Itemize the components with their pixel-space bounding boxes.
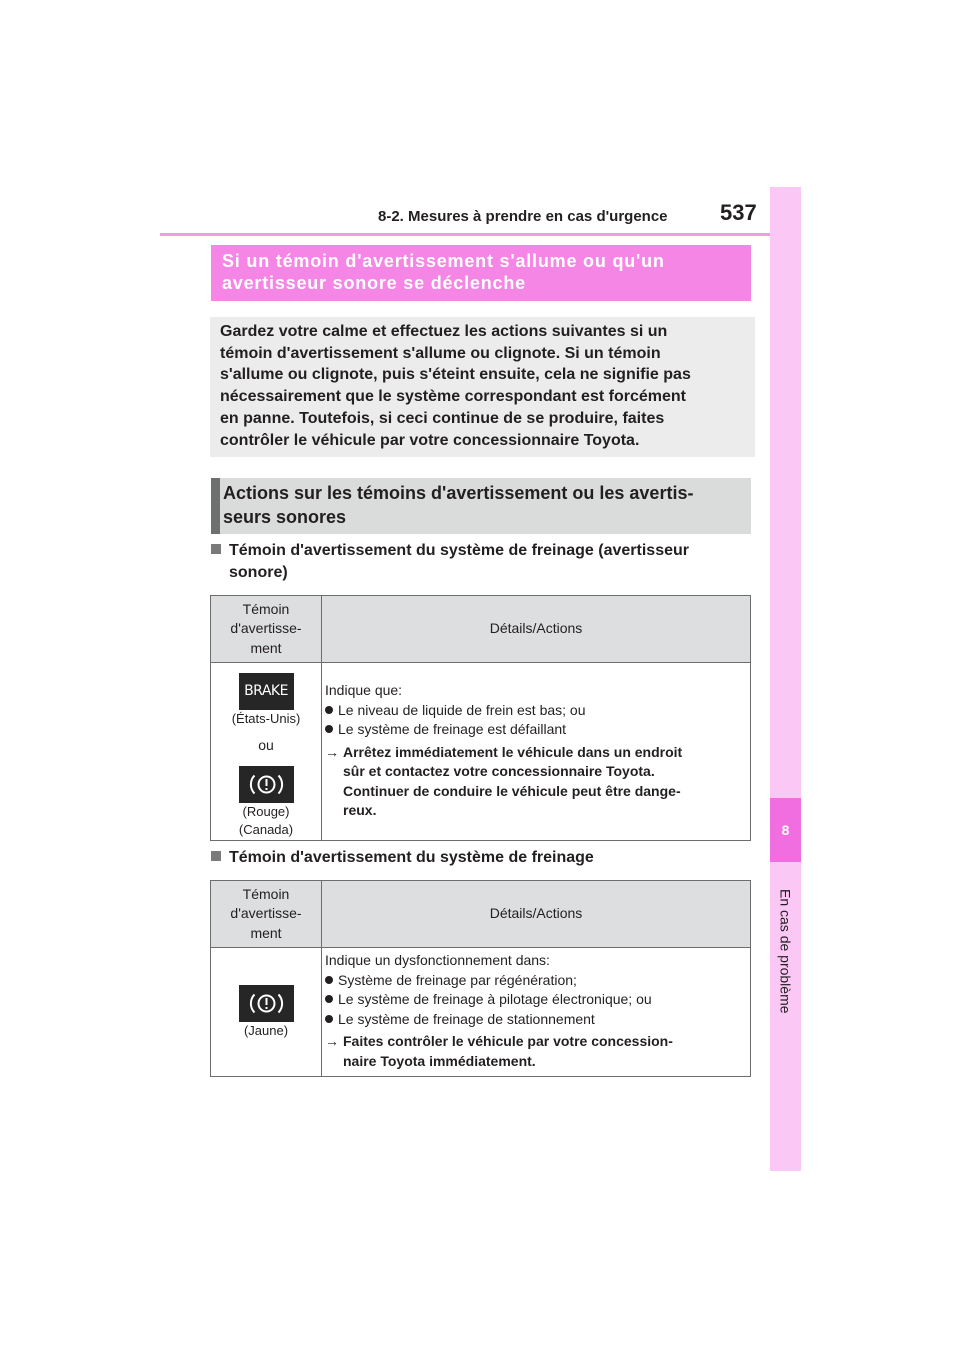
chapter-label-text: En cas de problème	[777, 888, 794, 1014]
brake-warning-circle-icon	[239, 985, 294, 1022]
details-cell	[322, 663, 751, 841]
warning-table-brake	[210, 880, 751, 1077]
arrow-icon: →	[325, 1033, 339, 1049]
details-bullet: Le système de freinage de stationnement	[325, 1010, 744, 1030]
table-header-row	[211, 881, 751, 948]
icon-caption: (Rouge)	[242, 804, 290, 819]
intro-line: en panne. Toutefois, si ceci continue de se produire, faites	[220, 409, 665, 427]
icon-caption: (États-Unis)	[231, 711, 301, 726]
table-row	[211, 948, 751, 1077]
section-banner	[211, 245, 751, 301]
table-header-indicator: Témoin d'avertisse- ment	[211, 596, 322, 663]
intro-line: témoin d'avertissement s'allume ou clignote. Si un témoin	[220, 344, 661, 362]
arrow-icon: →	[325, 743, 339, 760]
intro-line: contrôler le véhicule par votre concessionnaire Toyota.	[220, 431, 640, 449]
action-text: → Arrêtez immédiatement le véhicule dans un endroit sûr et contactez votre concessionnaire Toyota. Continuer de conduire le véhicule peut être dange- reux.	[325, 743, 683, 818]
section-banner-line-2: avertisseur sonore se déclenche	[222, 273, 526, 293]
details-intro: Indique un dysfonctionnement dans:	[325, 952, 550, 968]
sub-heading-line-1: Actions sur les témoins d'avertissement ou les avertis-	[223, 483, 694, 503]
intro-line: s'allume ou clignote, puis s'éteint ensuite, cela ne signifie pas	[220, 366, 691, 384]
details-cell	[322, 948, 751, 1077]
intro-line: Gardez votre calme et effectuez les actions suivantes si un	[220, 323, 668, 340]
details-bullet: Le niveau de liquide de frein est bas; ou	[325, 701, 744, 721]
or-text: ou	[258, 737, 274, 753]
icon-caption: (Jaune)	[243, 1022, 289, 1038]
page-number: 537	[720, 200, 757, 225]
details-bullet: Système de freinage par régénération;	[325, 971, 744, 991]
warning-table-brake-audible	[210, 595, 751, 841]
item-heading-brake-audible: Témoin d'avertissement du système de freinage (avertisseur sonore)	[211, 540, 689, 584]
indicator-cell	[211, 663, 322, 841]
sub-heading	[211, 478, 751, 534]
item-heading-brake: Témoin d'avertissement du système de freinage	[211, 847, 594, 869]
details-bullet: Le système de freinage à pilotage électronique; ou	[325, 990, 744, 1010]
chapter-number-tab: 8	[770, 798, 801, 862]
icon-caption: (Canada)	[238, 822, 294, 837]
chapter-section-title: 8-2. Mesures à prendre en cas d'urgence	[378, 208, 668, 225]
details-bullet: Le système de freinage est défaillant	[325, 720, 744, 740]
header-divider	[160, 233, 770, 236]
square-bullet-icon	[211, 544, 221, 554]
table-header-row	[211, 596, 751, 663]
brake-text-lamp-icon: BRAKE	[239, 673, 294, 710]
intro-line: nécessairement que le système correspondant est forcément	[220, 388, 686, 406]
brake-warning-circle-icon	[239, 766, 294, 803]
action-text: → Faites contrôler le véhicule par votre concession- naire Toyota immédiatement.	[325, 1033, 673, 1069]
table-header-indicator: Témoin d'avertisse- ment	[211, 881, 322, 948]
chapter-label	[770, 866, 801, 1036]
intro-box	[210, 317, 755, 457]
square-bullet-icon	[211, 851, 221, 861]
table-row	[211, 663, 751, 841]
sub-heading-line-2: seurs sonores	[223, 507, 347, 527]
table-header-details: Détails/Actions	[322, 596, 751, 663]
details-intro: Indique que:	[325, 682, 403, 698]
table-header-details: Détails/Actions	[322, 881, 751, 948]
indicator-cell	[211, 948, 322, 1077]
section-banner-line-1: Si un témoin d'avertissement s'allume ou qu'un	[222, 251, 665, 271]
